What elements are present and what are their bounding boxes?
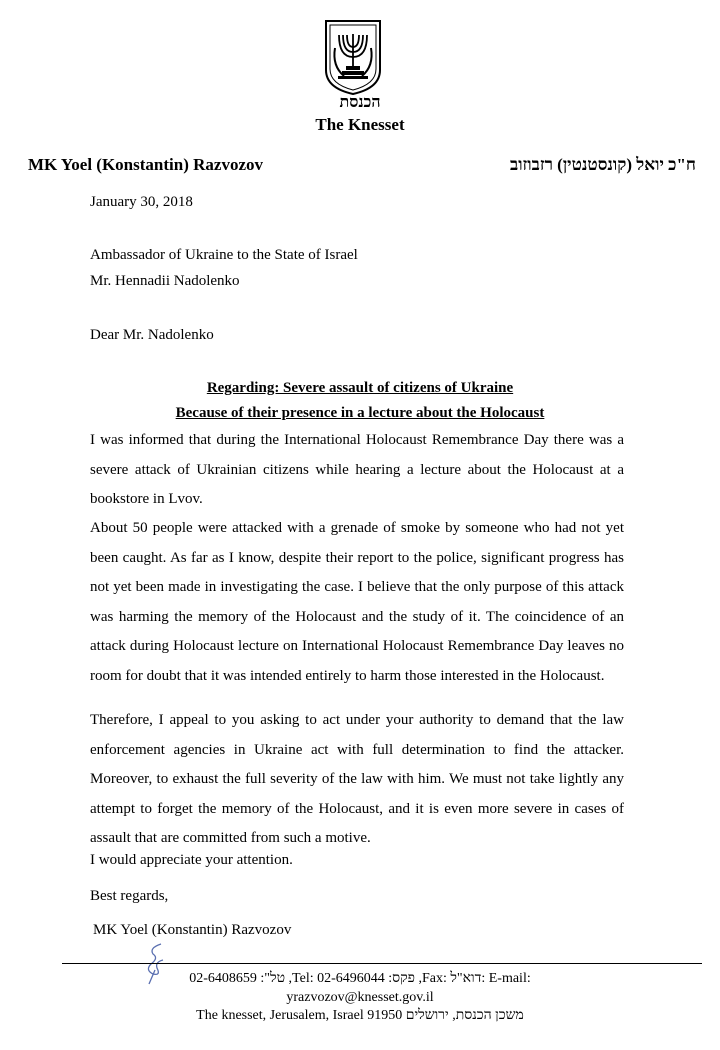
- letter-date: January 30, 2018: [90, 194, 193, 210]
- body-paragraph-3: Therefore, I appeal to you asking to act under your authority to demand that the law enforcement agencies in Ukraine act with full determination to find the attacker. Moreover, to exhaust the full severity of the law with him. We must not take lightly any attempt to forget the memory of the Holocaust, and it is even more severe in cases of assault that are committed from such a motive.: [90, 712, 624, 846]
- org-name-hebrew: הכנסת: [339, 94, 381, 111]
- body-paragraph-2: About 50 people were attacked with a grenade of smoke by someone who had not yet been caught. As far as I know, despite their report to the police, significant progress has not yet been made in investigating the case. I believe that the only purpose of this attack was harming the memory of the Holocaust and the study of it. The coincidence of an attack during Holocaust lecture on International Holocaust Remembrance Day leaves no room for doubt that it was intended entirely to harm those interested in the Holocaust.: [90, 520, 624, 684]
- body-paragraph-1: I was informed that during the International Holocaust Remembrance Day there was a severe attack of Ukrainian citizens while hearing a lecture about the Holocaust at a bookstore in Lvov.: [90, 432, 624, 507]
- mk-name-english: MK Yoel (Konstantin) Razvozov: [28, 155, 263, 174]
- recipient-title: Ambassador of Ukraine to the State of Israel: [90, 247, 358, 263]
- footer-address: The knesset, Jerusalem, Israel 91950 משכן הכנסת, ירושלים: [196, 1008, 524, 1023]
- footer-divider: [62, 963, 702, 964]
- subject-line-1: Regarding: Severe assault of citizens of Ukraine: [206, 380, 514, 396]
- footer-contact-line: טל": 02-6408659 ,Tel: פקס: 02-6496044 ,Fax: דוא"ל: E-mail:: [189, 971, 531, 986]
- knesset-emblem-icon: [322, 18, 384, 96]
- subject-line-2: Because of their presence in a lecture about the Holocaust: [175, 405, 545, 421]
- mk-name-hebrew: ח"כ יואל (קונסטנטין) רזבוזוב: [510, 155, 696, 174]
- closing: Best regards,: [90, 888, 169, 904]
- footer-email[interactable]: yrazvozov@knesset.gov.il: [286, 990, 434, 1005]
- org-name-english: The Knesset: [315, 115, 405, 134]
- recipient-name: Mr. Hennadii Nadolenko: [90, 273, 240, 289]
- signature-name: MK Yoel (Konstantin) Razvozov: [93, 922, 292, 938]
- salutation: Dear Mr. Nadolenko: [90, 327, 214, 343]
- body-paragraph-4: I would appreciate your attention.: [90, 852, 293, 868]
